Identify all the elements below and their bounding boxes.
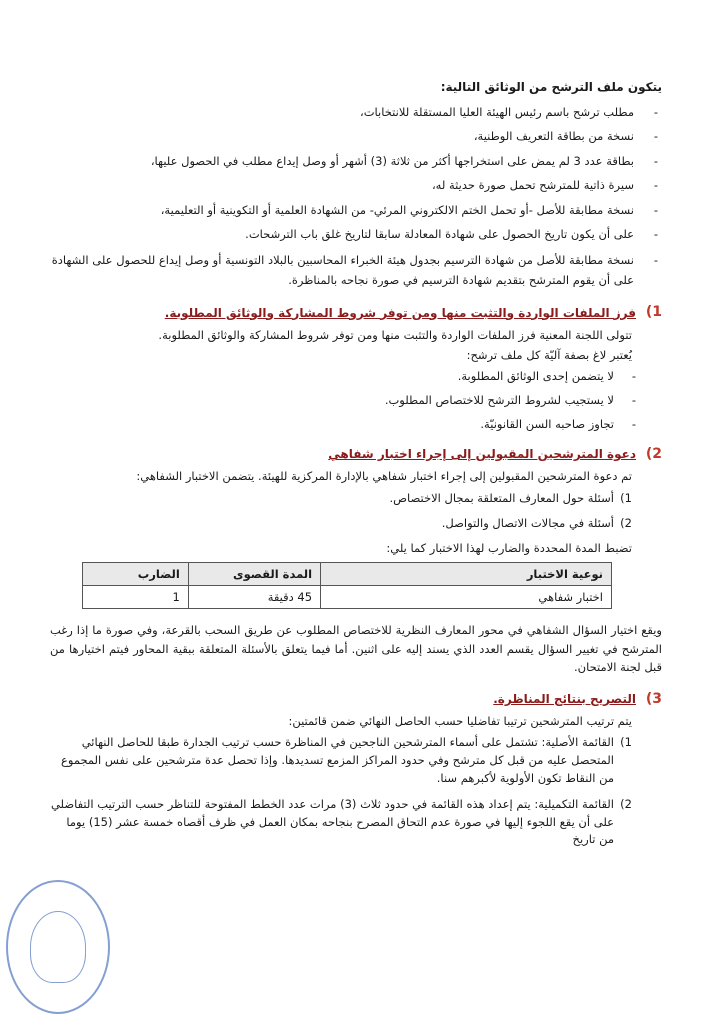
section-2-title [50,446,662,464]
list-item: - تجاوز صاحبه السن القانونيّة. [50,417,662,431]
list-item: - لا يستجيب لشروط الترشح للاختصاص المطلوب. [50,393,662,407]
exam-table [82,562,612,610]
section-number: 1) [645,304,662,321]
section-3-paragraph: يتم ترتيب المترشحين ترتيبا تفاضليا حسب الحاصل النهائي ضمن قائمتين: [288,714,632,729]
section-number: 2) [645,445,662,462]
table-cell: اختبار شفاهي [321,585,612,608]
documents-heading: يتكون ملف الترشح من الوثائق التالية: [440,80,662,94]
table-header: نوعية الاختبار [321,562,612,585]
section-2-paragraph: تم دعوة المترشحين المقبولين إلى إجراء اختبار شفاهي بالإدارة المركزية للهيئة. يتضمن الاختبار الشفاهي: [136,469,632,484]
section-heading: فرز الملفات الواردة والتثبت منها ومن توفر شروط المشاركة والوثائق المطلوبة. [164,305,636,320]
official-seal-icon [6,880,110,1014]
list-item: 1) أسئلة حول المعارف المتعلقة بمجال الاختصاص. [389,490,632,505]
list-item: - مطلب ترشح باسم رئيس الهيئة العليا المستقلة للانتخابات، [50,105,662,119]
oral-exam-list [50,490,662,534]
table-header-row [83,562,612,585]
section-1-paragraph: تتولى اللجنة المعنية فرز الملفات الواردة والتثبت منها ومن توفر شروط المشاركة والوثائق المطلوبة. [158,327,632,342]
table-row [83,585,612,608]
document-page [50,80,662,857]
list-item: - لا يتضمن إحدى الوثائق المطلوبة. [50,369,662,383]
table-header: الضارب [83,562,189,585]
list-item: - على أن يكون تاريخ الحصول على شهادة المعادلة سابقا لتاريخ غلق باب الترشحات. [50,227,662,241]
list-item: 2) القائمة التكميلية: يتم إعداد هذه القائمة في حدود ثلاث (3) مرات عدد الخطط المفتوحة للتناظر حسب الترتيب التفاضلي على أن يقع اللجوء إليها في صورة عدم التحاق المصرح بنجاحه بمكان العمل في ظرف أقصاه خمسة عشر (15) يوما من تاريخ [50,796,632,847]
list-item: - نسخة من بطاقة التعريف الوطنية، [50,129,662,143]
section-3-title [50,691,662,709]
section-2-paragraph: ويقع اختيار السؤال الشفاهي في محور المعارف النظرية للاختصاص المطلوب عن طريق السحب بالقرعة، وفي صورة ما إذا رغب المترشح في تغيير السؤال يقسم العدد الذي يسند إليه على اثنين. أما فيما يتعلق بالأسئلة المتعلقة ببقية المحاور فيتم اختيارها من قبل لجنة الامتحان. [50,623,662,675]
section-heading: التصريح بنتائج المناظرة. [493,691,636,706]
section-2-paragraph: تضبط المدة المحددة والضارب لهذا الاختبار كما يلي: [386,541,632,556]
rejection-list [50,369,662,432]
section-1-paragraph: يُعتبر لاغ بصفة آليّة كل ملف ترشح: [466,348,632,363]
list-item: - نسخة مطابقة للأصل -أو تحمل الختم الالكتروني المرئي- من الشهادة العلمية أو التكوينية أو التعليمية، [50,203,662,217]
section-heading: دعوة المترشحين المقبولين إلى إجراء اختبار شفاهي [328,446,636,461]
list-item: - نسخة مطابقة للأصل من شهادة الترسيم بجدول هيئة الخبراء المحاسبين بالبلاد التونسية أو وصل إيداع للحصول على الشهادة على أن يقوم المترشح بتقديم شهادة الترسيم في صورة نجاحه بالمناظرة. [50,251,662,290]
list-item: - بطاقة عدد 3 لم يمض على استخراجها أكثر من ثلاثة (3) أشهر أو وصل إيداع مطلب في الحصول عليها، [50,154,662,168]
documents-list [50,105,662,290]
section-1-title [50,304,662,322]
table-header: المدة القصوى [188,562,320,585]
table-cell: 45 دقيقة [188,585,320,608]
table-cell: 1 [83,585,189,608]
list-item: - سيرة ذاتية للمترشح تحمل صورة حديثة له، [50,178,662,192]
seal-emblem-icon [30,911,86,983]
results-list [50,734,662,849]
list-item: 1) القائمة الأصلية: تشتمل على أسماء المترشحين الناجحين في المناظرة حسب ترتيب الجدارة طبقا للحاصل النهائي المتحصل عليه من قبل كل مترشح وفي حدود المراكز المزمع تسديدها. وإذا تحصل عدة مترشحين على نفس المجموع من النقاط تكون الأولوية لأكبرهم سنا. [61,735,632,786]
section-number: 3) [645,690,662,707]
list-item: 2) أسئلة في مجالات الاتصال والتواصل. [441,516,632,531]
